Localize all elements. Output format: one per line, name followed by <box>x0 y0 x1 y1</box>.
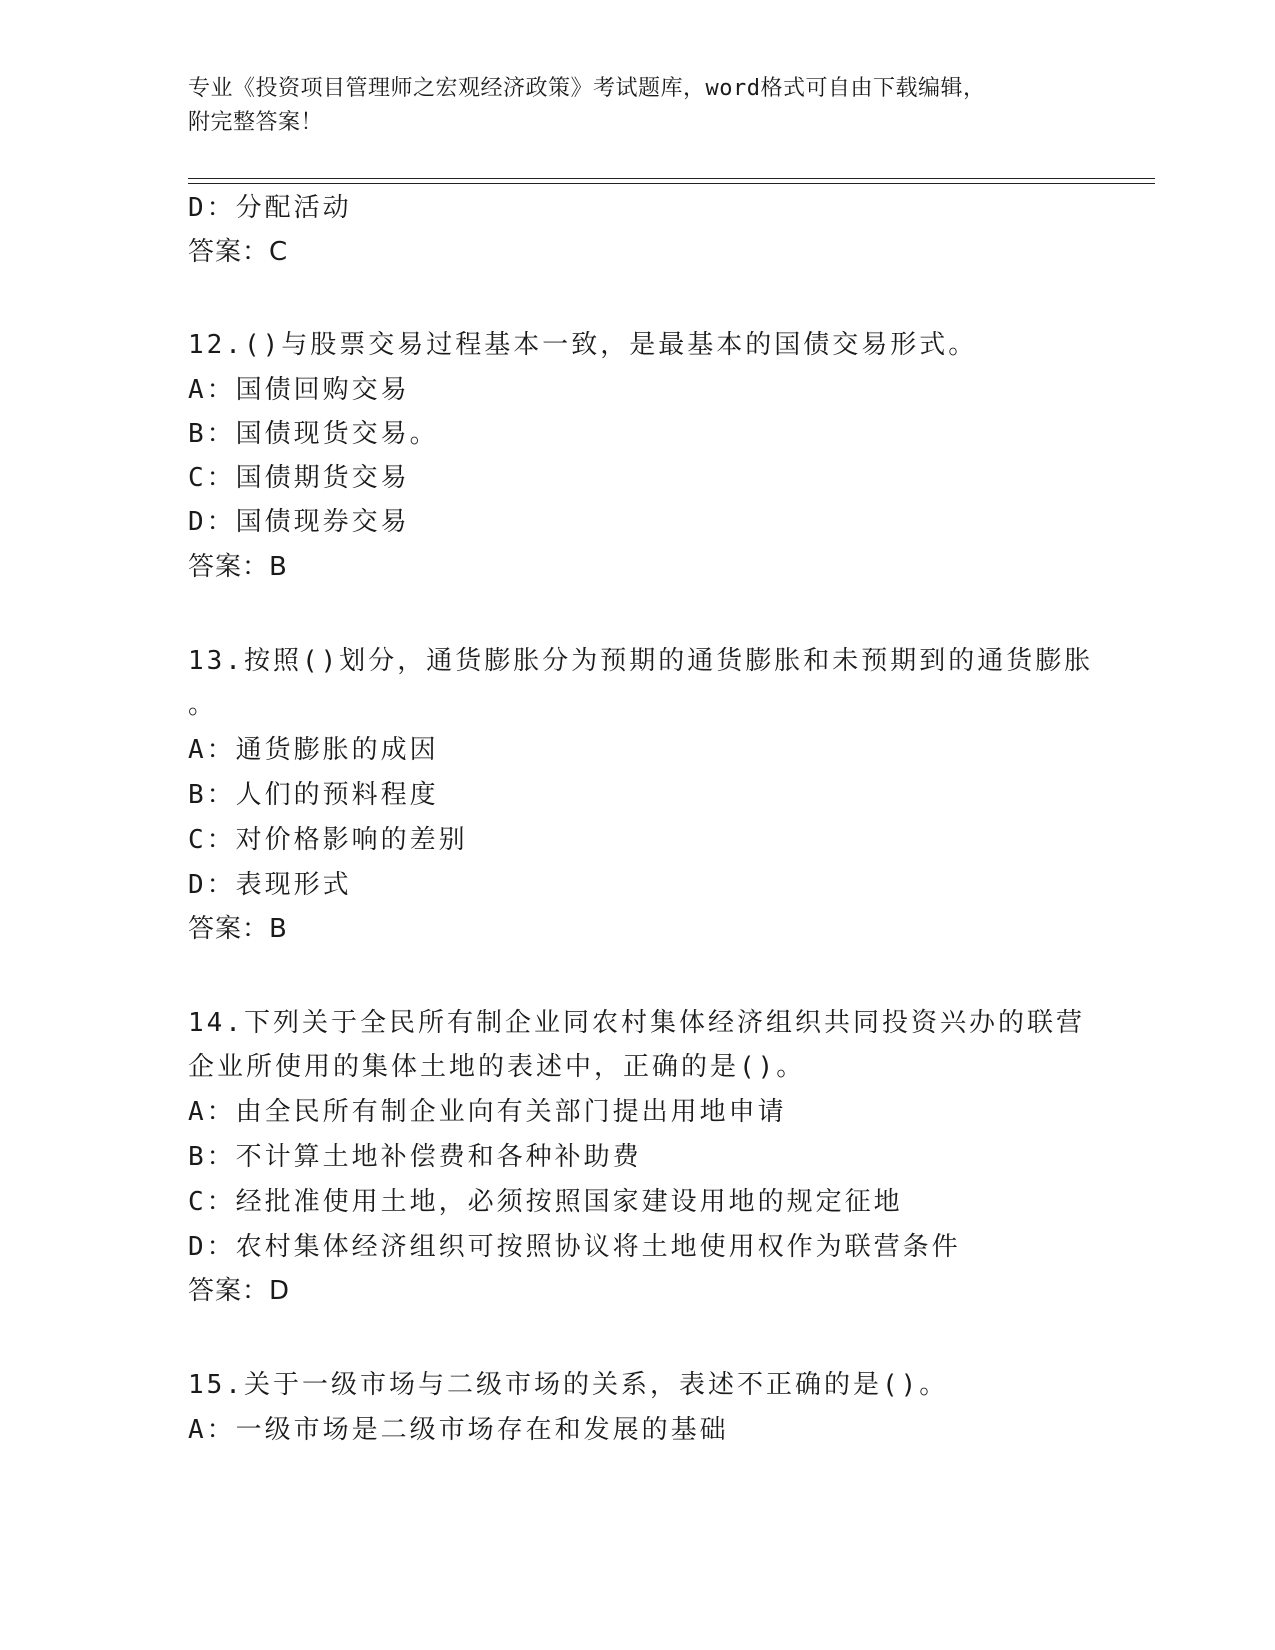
q14-option-c: C：经批准使用土地，必须按照国家建设用地的规定征地 <box>188 1187 903 1217</box>
q14-answer: 答案：D <box>188 1276 291 1306</box>
q15-stem: 15.关于一级市场与二级市场的关系，表述不正确的是()。 <box>188 1370 949 1400</box>
q12-option-c: C：国债期货交易 <box>188 463 410 493</box>
document-header <box>188 72 1088 140</box>
q12-option-a: A：国债回购交易 <box>188 375 410 405</box>
q13-stem-line-1: 13.按照()划分，通货膨胀分为预期的通货膨胀和未预期到的通货膨胀 <box>188 646 1094 676</box>
q14-option-d: D：农村集体经济组织可按照协议将土地使用权作为联营条件 <box>188 1232 961 1262</box>
q15-option-a: A：一级市场是二级市场存在和发展的基础 <box>188 1415 729 1445</box>
q14-stem-line-1: 14.下列关于全民所有制企业同农村集体经济组织共同投资兴办的联营 <box>188 1008 1085 1038</box>
q13-option-c: C：对价格影响的差别 <box>188 825 468 855</box>
q14-option-a: A：由全民所有制企业向有关部门提出用地申请 <box>188 1097 787 1127</box>
q13-option-a: A：通货膨胀的成因 <box>188 735 439 765</box>
q12-answer: 答案：B <box>188 552 288 582</box>
q13-stem-line-2: 。 <box>188 690 218 720</box>
q12-stem: 12.()与股票交易过程基本一致，是最基本的国债交易形式。 <box>188 330 978 360</box>
header-divider-top <box>188 178 1155 179</box>
header-divider-bottom <box>188 183 1155 184</box>
q12-option-d: D：国债现券交易 <box>188 507 410 537</box>
q11-answer: 答案：C <box>188 237 289 267</box>
header-line-1: 专业《投资项目管理师之宏观经济政策》考试题库，word格式可自由下载编辑， <box>188 76 986 101</box>
q14-stem-line-2: 企业所使用的集体土地的表述中，正确的是()。 <box>188 1052 806 1082</box>
q13-option-d: D：表现形式 <box>188 870 352 900</box>
q12-option-b: B：国债现货交易。 <box>188 419 439 449</box>
q14-option-b: B：不计算土地补偿费和各种补助费 <box>188 1142 642 1172</box>
header-line-2: 附完整答案！ <box>188 110 324 135</box>
q13-answer: 答案：B <box>188 914 288 944</box>
q11-option-d: D：分配活动 <box>188 193 352 223</box>
q13-option-b: B：人们的预料程度 <box>188 780 439 810</box>
